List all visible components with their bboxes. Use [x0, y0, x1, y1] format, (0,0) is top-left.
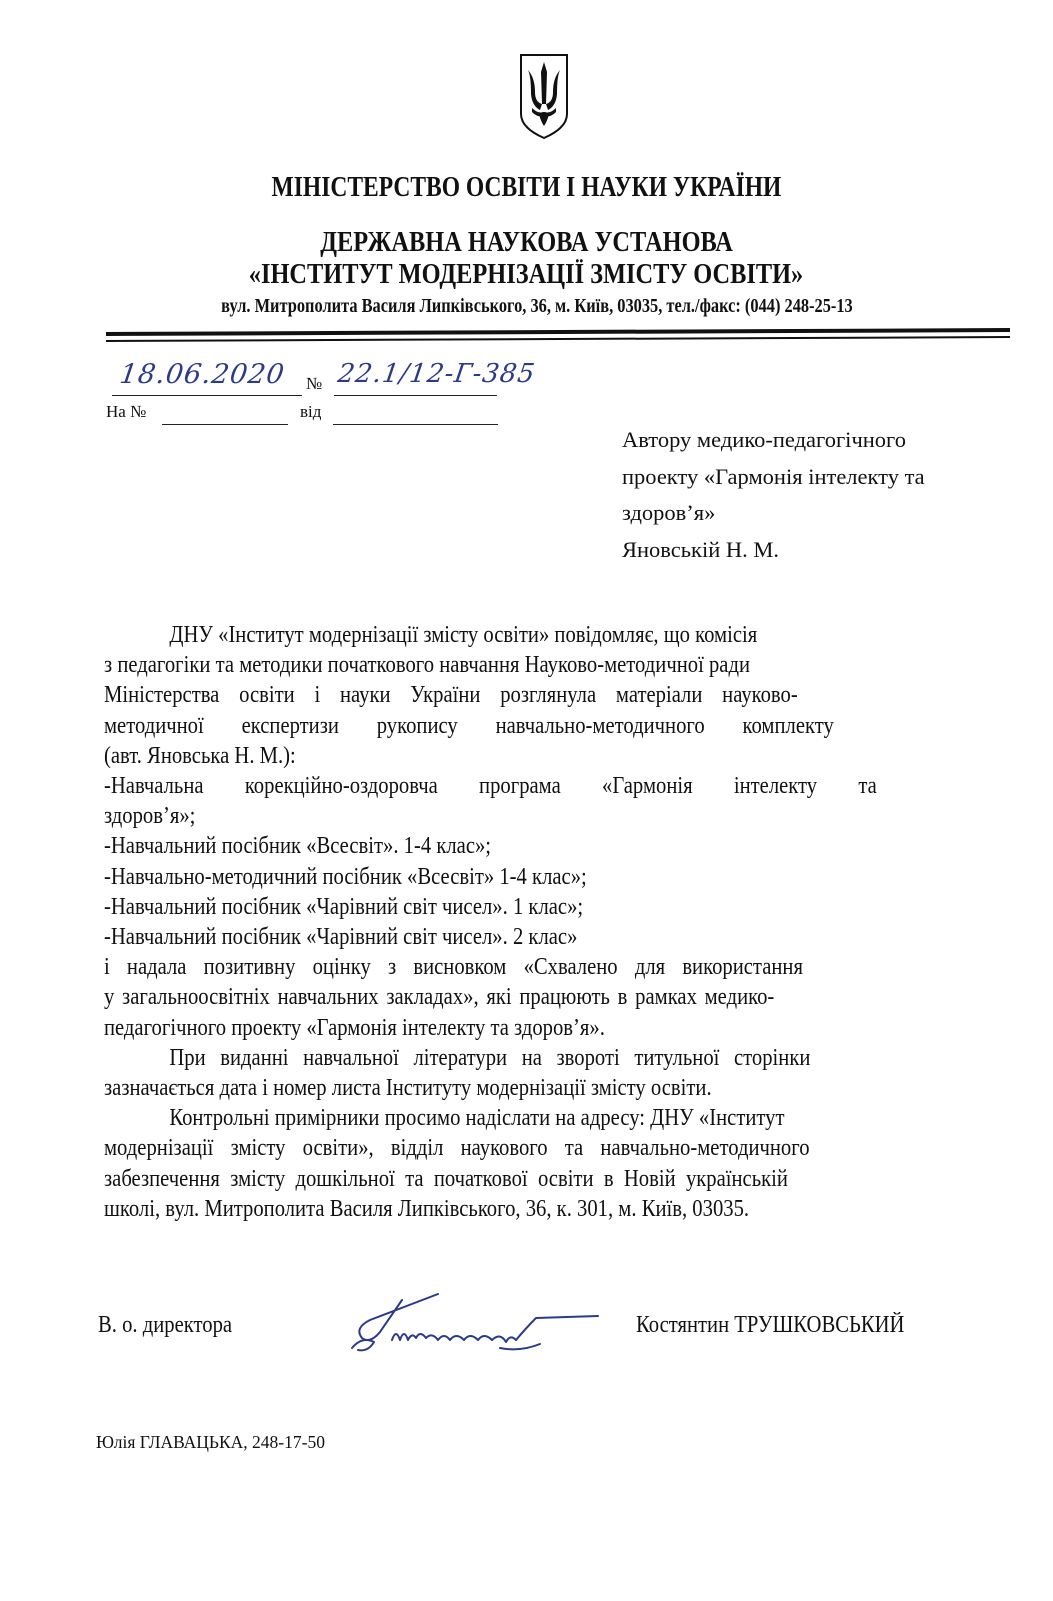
registration-number: 22.1/12-Г-385	[335, 359, 538, 389]
signatory-role: В. о. директора	[98, 1312, 233, 1338]
header-divider-thin	[106, 336, 1010, 341]
body-line: у загальноосвітніх навчальних закладах», які працюють в рамках медико-	[104, 984, 775, 1011]
list-item: -Навчальна корекційно-оздоровча програма «Гармонія інтелекту та	[104, 773, 877, 800]
body-line: модернізації змісту освіти», відділ наукового та навчально-методичного	[104, 1135, 810, 1162]
body-line: і надала позитивну оцінку з висновком «Схвалено для використання	[104, 954, 803, 981]
addressee-block	[622, 422, 1022, 568]
body-line: Контрольні примірники просимо надіслати на адресу: ДНУ «Інститут	[169, 1105, 785, 1132]
ministry-title: МІНІСТЕРСТВО ОСВІТИ І НАУКИ УКРАЇНИ	[271, 172, 782, 203]
registration-date-field	[112, 357, 302, 396]
reference-date-blank	[333, 424, 498, 425]
list-item: -Навчальний посібник «Чарівний світ чисел». 1 клас»;	[104, 893, 584, 920]
number-sign: №	[306, 374, 323, 393]
addressee-line: проекту «Гармонія інтелекту та	[622, 463, 925, 489]
organization-address: вул. Митрополита Василя Липківського, 36, м. Київ, 03035, тел./факс: (044) 248-25-13	[220, 296, 853, 317]
reference-number-blank	[162, 424, 288, 425]
list-item: здоров’я»;	[104, 803, 196, 830]
addressee-line: здоров’я»	[622, 500, 716, 525]
list-item: -Навчальний посібник «Всесвіт». 1-4 клас»;	[104, 833, 492, 860]
registration-number-field	[334, 357, 538, 396]
reference-date-label: від	[300, 402, 322, 421]
body-line: (авт. Яновська Н. М.):	[104, 742, 296, 769]
executor-contact: Юлія ГЛАВАЦЬКА, 248-17-50	[96, 1432, 325, 1452]
body-line: школі, вул. Митрополита Василя Липківського, 36, к. 301, м. Київ, 03035.	[104, 1195, 750, 1222]
body-line: методичної експертизи рукопису навчально-методичного комплекту	[104, 712, 834, 739]
list-item: -Навчальний посібник «Чарівний світ чисел». 2 клас»	[104, 924, 578, 951]
organization-title-line1: ДЕРЖАВНА НАУКОВА УСТАНОВА	[320, 226, 733, 258]
list-item: -Навчально-методичний посібник «Всесвіт» 1-4 клас»;	[104, 863, 587, 890]
handwritten-signature	[340, 1282, 605, 1357]
registration-date: 18.06.2020	[117, 359, 287, 390]
body-line: ДНУ «Інститут модернізації змісту освіти» повідомляє, що комісія	[169, 622, 758, 648]
body-line: забезпечення змісту дошкільної та початкової освіти в Новій українській	[104, 1165, 788, 1192]
body-line: зазначається дата і номер листа Інституту модернізації змісту освіти.	[104, 1075, 712, 1102]
signatory-name: Костянтин ТРУШКОВСЬКИЙ	[636, 1312, 905, 1338]
addressee-line: Автору медико-педагогічного	[622, 427, 906, 452]
body-line: Міністерства освіти і науки України розглянула матеріали науково-	[104, 682, 798, 709]
header-divider-thick	[106, 328, 1010, 336]
letter-body	[104, 620, 998, 1224]
body-line: При виданні навчальної літератури на звороті титульної сторінки	[169, 1044, 811, 1071]
body-line: з педагогіки та методики початкового навчання Науково-методичної ради	[104, 652, 751, 679]
reference-number-label: На №	[106, 402, 147, 421]
ukraine-trident-emblem-icon	[518, 52, 570, 140]
addressee-line: Яновській Н. М.	[622, 536, 780, 562]
organization-title-line2: «ІНСТИТУТ МОДЕРНІЗАЦІЇ ЗМІСТУ ОСВІТИ»	[249, 258, 804, 290]
body-line: педагогічного проекту «Гармонія інтелекту та здоров’я».	[104, 1014, 605, 1041]
